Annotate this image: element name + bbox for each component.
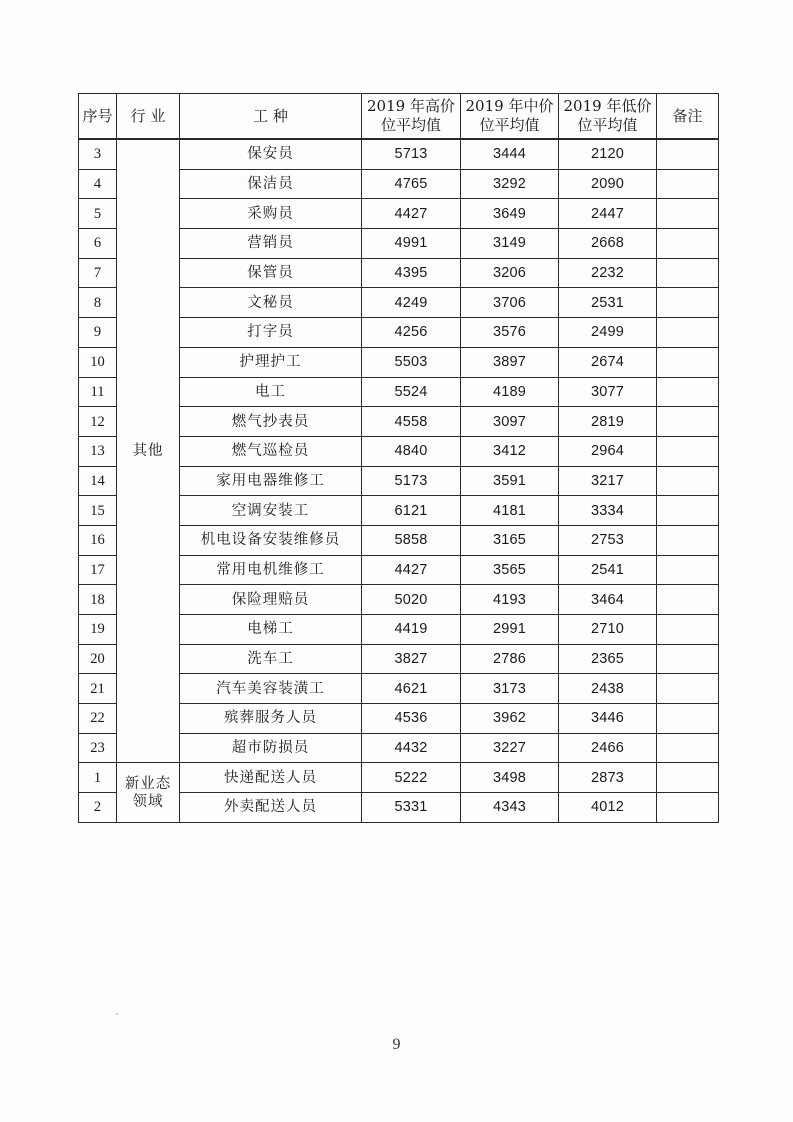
cell-high: 4536	[362, 704, 461, 734]
wage-table	[78, 93, 719, 823]
cell-job: 保洁员	[180, 169, 362, 199]
cell-index: 15	[79, 496, 117, 526]
cell-low: 3334	[559, 496, 657, 526]
cell-mid: 4189	[461, 377, 559, 407]
cell-remark	[657, 139, 719, 169]
cell-remark	[657, 199, 719, 229]
cell-job: 殡葬服务人员	[180, 704, 362, 734]
cell-low: 2090	[559, 169, 657, 199]
cell-remark	[657, 407, 719, 437]
cell-remark	[657, 436, 719, 466]
cell-high: 5858	[362, 525, 461, 555]
cell-remark	[657, 585, 719, 615]
cell-index: 10	[79, 347, 117, 377]
cell-index: 16	[79, 525, 117, 555]
cell-job: 保管员	[180, 258, 362, 288]
cell-mid: 3149	[461, 229, 559, 259]
cell-job: 汽车美容装潢工	[180, 674, 362, 704]
cell-mid: 3444	[461, 139, 559, 169]
cell-mid: 3227	[461, 733, 559, 763]
cell-remark	[657, 229, 719, 259]
cell-high: 4432	[362, 733, 461, 763]
cell-job: 超市防损员	[180, 733, 362, 763]
cell-high: 4765	[362, 169, 461, 199]
cell-mid: 3097	[461, 407, 559, 437]
cell-high: 4395	[362, 258, 461, 288]
page-number: 9	[392, 1036, 401, 1053]
cell-index: 19	[79, 615, 117, 645]
cell-low: 2710	[559, 615, 657, 645]
industry-line1: 新业态	[124, 775, 172, 792]
cell-remark	[657, 644, 719, 674]
cell-job: 洗车工	[180, 644, 362, 674]
cell-low: 2541	[559, 555, 657, 585]
cell-remark	[657, 555, 719, 585]
cell-high: 4249	[362, 288, 461, 318]
cell-low: 2674	[559, 347, 657, 377]
cell-mid: 2786	[461, 644, 559, 674]
header-mid-line1: 2019 年中价	[465, 97, 554, 115]
header-high-price	[362, 94, 461, 140]
cell-index: 3	[79, 139, 117, 169]
cell-index: 23	[79, 733, 117, 763]
cell-index: 20	[79, 644, 117, 674]
cell-low: 3446	[559, 704, 657, 734]
cell-low: 2819	[559, 407, 657, 437]
cell-low: 2438	[559, 674, 657, 704]
cell-high: 5173	[362, 466, 461, 496]
cell-job: 燃气抄表员	[180, 407, 362, 437]
cell-index: 4	[79, 169, 117, 199]
cell-mid: 3412	[461, 436, 559, 466]
cell-index: 6	[79, 229, 117, 259]
cell-high: 5503	[362, 347, 461, 377]
cell-mid: 4343	[461, 793, 559, 823]
cell-low: 2531	[559, 288, 657, 318]
cell-high: 5331	[362, 793, 461, 823]
cell-remark	[657, 258, 719, 288]
industry-line2: 领域	[132, 793, 164, 810]
cell-remark	[657, 496, 719, 526]
cell-remark	[657, 793, 719, 823]
cell-mid: 3576	[461, 318, 559, 348]
cell-low: 2668	[559, 229, 657, 259]
header-high-line1: 2019 年高价	[367, 97, 455, 115]
cell-remark	[657, 466, 719, 496]
header-mid-line2: 位平均值	[479, 116, 540, 134]
header-low-price	[559, 94, 657, 140]
cell-remark	[657, 377, 719, 407]
cell-job: 电工	[180, 377, 362, 407]
scan-speck	[116, 1013, 118, 1015]
cell-high: 4256	[362, 318, 461, 348]
cell-low: 3077	[559, 377, 657, 407]
cell-index: 7	[79, 258, 117, 288]
cell-remark	[657, 615, 719, 645]
cell-mid: 4193	[461, 585, 559, 615]
cell-high: 5713	[362, 139, 461, 169]
header-job: 工 种	[180, 94, 362, 140]
cell-mid: 2991	[461, 615, 559, 645]
table-row	[79, 139, 719, 169]
cell-index: 5	[79, 199, 117, 229]
table-header	[79, 94, 719, 140]
cell-index: 9	[79, 318, 117, 348]
cell-index: 11	[79, 377, 117, 407]
cell-low: 2873	[559, 763, 657, 793]
cell-high: 3827	[362, 644, 461, 674]
cell-mid: 3962	[461, 704, 559, 734]
table-row	[79, 763, 719, 793]
cell-industry-new-economy	[117, 763, 180, 822]
cell-index: 13	[79, 436, 117, 466]
cell-high: 4427	[362, 555, 461, 585]
header-industry: 行 业	[117, 94, 180, 140]
cell-job: 保险理赔员	[180, 585, 362, 615]
cell-low: 4012	[559, 793, 657, 823]
cell-mid: 3591	[461, 466, 559, 496]
cell-low: 3464	[559, 585, 657, 615]
header-mid-price	[461, 94, 559, 140]
cell-mid: 3498	[461, 763, 559, 793]
cell-high: 5020	[362, 585, 461, 615]
cell-index: 14	[79, 466, 117, 496]
cell-mid: 3292	[461, 169, 559, 199]
header-high-line2: 位平均值	[380, 116, 441, 134]
cell-high: 4840	[362, 436, 461, 466]
cell-index: 2	[79, 793, 117, 823]
header-low-line1: 2019 年低价	[563, 97, 652, 115]
cell-mid: 3165	[461, 525, 559, 555]
cell-mid: 3706	[461, 288, 559, 318]
cell-job: 文秘员	[180, 288, 362, 318]
cell-index: 17	[79, 555, 117, 585]
cell-remark	[657, 763, 719, 793]
cell-index: 8	[79, 288, 117, 318]
cell-mid: 3897	[461, 347, 559, 377]
cell-job: 营销员	[180, 229, 362, 259]
cell-remark	[657, 288, 719, 318]
cell-mid: 3206	[461, 258, 559, 288]
cell-low: 2232	[559, 258, 657, 288]
header-remark: 备注	[657, 94, 719, 140]
header-row	[79, 94, 719, 140]
cell-high: 4991	[362, 229, 461, 259]
header-low-line2: 位平均值	[577, 116, 638, 134]
cell-low: 2753	[559, 525, 657, 555]
cell-high: 5222	[362, 763, 461, 793]
cell-high: 5524	[362, 377, 461, 407]
cell-high: 4621	[362, 674, 461, 704]
cell-mid: 3173	[461, 674, 559, 704]
cell-job: 燃气巡检员	[180, 436, 362, 466]
cell-index: 1	[79, 763, 117, 793]
cell-job: 采购员	[180, 199, 362, 229]
cell-job: 家用电器维修工	[180, 466, 362, 496]
cell-remark	[657, 169, 719, 199]
cell-low: 2120	[559, 139, 657, 169]
cell-index: 12	[79, 407, 117, 437]
cell-remark	[657, 704, 719, 734]
cell-low: 3217	[559, 466, 657, 496]
cell-remark	[657, 674, 719, 704]
cell-high: 4419	[362, 615, 461, 645]
cell-index: 18	[79, 585, 117, 615]
cell-low: 2499	[559, 318, 657, 348]
table-body	[79, 139, 719, 822]
cell-job: 快递配送人员	[180, 763, 362, 793]
cell-job: 保安员	[180, 139, 362, 169]
cell-remark	[657, 347, 719, 377]
header-index: 序号	[79, 94, 117, 140]
cell-job: 外卖配送人员	[180, 793, 362, 823]
cell-low: 2447	[559, 199, 657, 229]
cell-job: 机电设备安装维修员	[180, 525, 362, 555]
cell-mid: 3649	[461, 199, 559, 229]
cell-index: 22	[79, 704, 117, 734]
cell-high: 4427	[362, 199, 461, 229]
cell-job: 空调安装工	[180, 496, 362, 526]
cell-remark	[657, 733, 719, 763]
cell-low: 2365	[559, 644, 657, 674]
cell-industry-other: 其他	[117, 139, 180, 763]
cell-mid: 4181	[461, 496, 559, 526]
cell-job: 打字员	[180, 318, 362, 348]
cell-job: 护理护工	[180, 347, 362, 377]
cell-job: 电梯工	[180, 615, 362, 645]
cell-remark	[657, 318, 719, 348]
cell-remark	[657, 525, 719, 555]
cell-high: 4558	[362, 407, 461, 437]
cell-high: 6121	[362, 496, 461, 526]
cell-index: 21	[79, 674, 117, 704]
cell-low: 2466	[559, 733, 657, 763]
cell-mid: 3565	[461, 555, 559, 585]
cell-job: 常用电机维修工	[180, 555, 362, 585]
cell-low: 2964	[559, 436, 657, 466]
